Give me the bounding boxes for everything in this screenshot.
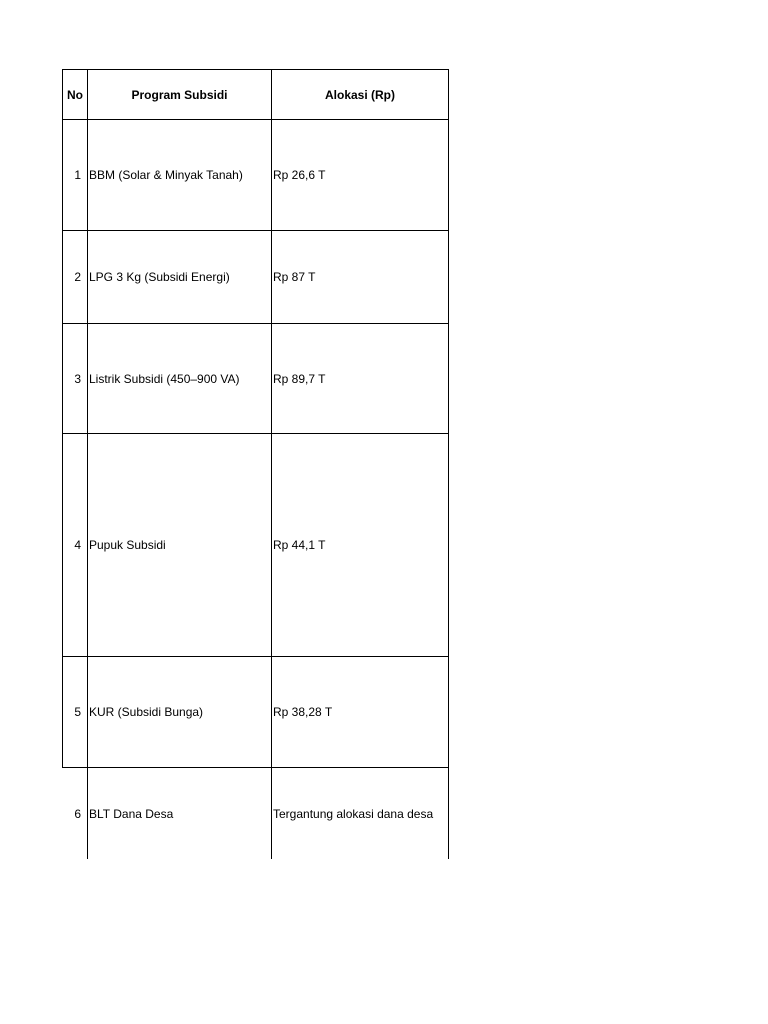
program-name: KUR (Subsidi Bunga) xyxy=(88,657,272,768)
row-number: 1 xyxy=(63,120,88,231)
allocation-value: Rp 44,1 T xyxy=(272,434,449,657)
row-number: 2 xyxy=(63,231,88,324)
header-alokasi: Alokasi (Rp) xyxy=(272,70,449,120)
program-name: BLT Dana Desa xyxy=(88,768,272,860)
table-row xyxy=(63,324,449,434)
allocation-value: Rp 38,28 T xyxy=(272,657,449,768)
table-row xyxy=(63,434,449,657)
row-number: 5 xyxy=(63,657,88,768)
program-name: Listrik Subsidi (450–900 VA) xyxy=(88,324,272,434)
subsidy-table-container xyxy=(62,69,448,859)
header-no: No xyxy=(63,70,88,120)
program-name: BBM (Solar & Minyak Tanah) xyxy=(88,120,272,231)
allocation-value: Tergantung alokasi dana desa xyxy=(272,768,449,860)
allocation-value: Rp 87 T xyxy=(272,231,449,324)
allocation-value: Rp 89,7 T xyxy=(272,324,449,434)
row-number: 4 xyxy=(63,434,88,657)
row-number: 6 xyxy=(63,768,88,860)
row-number: 3 xyxy=(63,324,88,434)
subsidy-table xyxy=(62,69,449,859)
header-program: Program Subsidi xyxy=(88,70,272,120)
program-name: LPG 3 Kg (Subsidi Energi) xyxy=(88,231,272,324)
table-row xyxy=(63,231,449,324)
table-row xyxy=(63,657,449,768)
table-row xyxy=(63,768,449,860)
table-header-row xyxy=(63,70,449,120)
table-row xyxy=(63,120,449,231)
program-name: Pupuk Subsidi xyxy=(88,434,272,657)
allocation-value: Rp 26,6 T xyxy=(272,120,449,231)
